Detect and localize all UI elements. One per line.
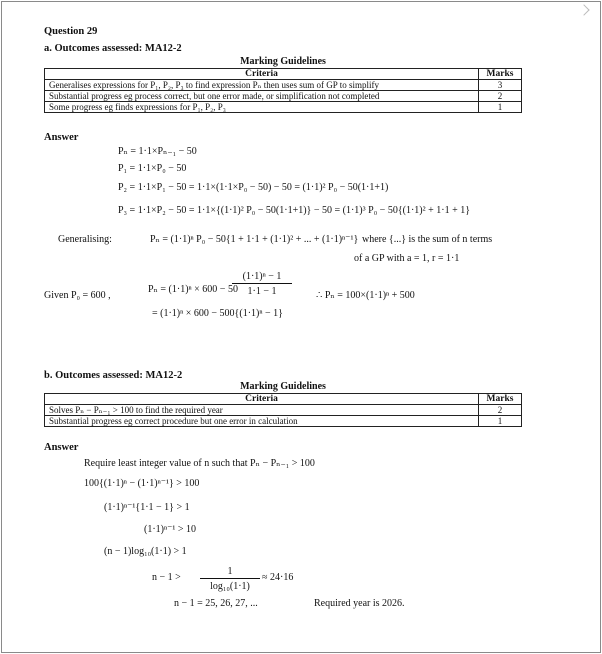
table-row (45, 91, 522, 102)
marks-cell: 2 (479, 405, 522, 416)
inequality-line-4: (n − 1)log₁₀(1·1) > 1 (104, 546, 187, 557)
criteria-cell: Solves Pₙ − Pₙ₋₁ > 100 to find the required year (45, 405, 479, 416)
given-p0: Given P₀ = 600 , (44, 290, 111, 301)
require-statement: Require least integer value of n such that Pₙ − Pₙ₋₁ > 100 (84, 458, 315, 469)
part-b-heading: b. Outcomes assessed: MA12-2 (44, 370, 183, 381)
sum-line-lead: Pₙ = (1·1)ⁿ × 600 − 50 (148, 284, 238, 295)
recurrence-line: Pₙ = 1·1×Pₙ₋₁ − 50 (118, 146, 197, 157)
criteria-cell: Substantial progress eg correct procedure but one error in calculation (45, 416, 479, 427)
part-b-answer-label: Answer (44, 442, 79, 453)
table-row (45, 416, 522, 427)
part-b-marking-table (44, 393, 522, 427)
n-fraction-numerator: 1 (200, 565, 260, 579)
where-note-2: of a GP with a = 1, r = 1·1 (354, 253, 460, 264)
required-year: Required year is 2026. (314, 598, 405, 609)
question-title: Question 29 (44, 26, 98, 37)
part-b-guide-title: Marking Guidelines (240, 381, 326, 392)
sum-fraction-denominator: 1·1 − 1 (247, 286, 277, 297)
where-note-1: where {...} is the sum of n terms (362, 234, 493, 245)
inequality-line-2: (1·1)ⁿ⁻¹{1·1 − 1} > 1 (104, 502, 190, 513)
part-a-answer-label: Answer (44, 132, 79, 143)
criteria-cell: Some progress eg finds expressions for P₁, P₂, P₃ (45, 102, 479, 113)
table-row (45, 405, 522, 416)
generalising-expression: Pₙ = (1·1)ⁿ P₀ − 50{1 + 1·1 + (1·1)² + ... + (1·1)ⁿ⁻¹} (150, 234, 359, 245)
criteria-cell: Generalises expressions for P₁, P₂, P₃ to find expression Pₙ then uses sum of GP to simplify (45, 80, 479, 91)
simplified-line: = (1·1)ⁿ × 600 − 500{(1·1)ⁿ − 1} (152, 308, 283, 319)
marks-cell: 1 (479, 416, 522, 427)
p1-line: P₁ = 1·1×P₀ − 50 (118, 163, 187, 174)
inequality-line-1: 100{(1·1)ⁿ − (1·1)ⁿ⁻¹} > 100 (84, 478, 200, 489)
table-row (45, 80, 522, 91)
criteria-header: Criteria (45, 394, 479, 405)
marks-header: Marks (479, 69, 522, 80)
marks-cell: 2 (479, 91, 522, 102)
part-a-marking-table (44, 68, 522, 113)
criteria-cell: Substantial progress eg process correct, but one error made, or simplification not completed (45, 91, 479, 102)
part-a-guide-title: Marking Guidelines (240, 56, 326, 67)
marks-cell: 1 (479, 102, 522, 113)
inequality-line-3: (1·1)ⁿ⁻¹ > 10 (144, 524, 197, 535)
n-fraction-denominator: log₁₀(1·1) (210, 581, 250, 592)
n-values-line: n − 1 = 25, 26, 27, ... (174, 598, 258, 609)
n-inequality-lead: n − 1 > (152, 572, 181, 583)
sum-fraction-numerator: (1·1)ⁿ − 1 (232, 270, 292, 284)
n-approx-value: ≈ 24·16 (262, 572, 294, 583)
criteria-header: Criteria (45, 69, 479, 80)
therefore-result: ∴ Pₙ = 100×(1·1)ⁿ + 500 (316, 290, 415, 301)
generalising-label: Generalising: (58, 234, 112, 245)
p3-line: P₃ = 1·1×P₂ − 50 = 1·1×{(1·1)² P₀ − 50(1·1+1)} − 50 = (1·1)³ P₀ − 50{(1·1)² + 1·1 + 1} (118, 205, 471, 216)
table-row (45, 102, 522, 113)
p2-line: P₂ = 1·1×P₁ − 50 = 1·1×(1·1×P₀ − 50) − 50 = (1·1)² P₀ − 50(1·1+1) (118, 182, 389, 193)
marks-cell: 3 (479, 80, 522, 91)
marks-header: Marks (479, 394, 522, 405)
part-a-heading: a. Outcomes assessed: MA12-2 (44, 43, 182, 54)
